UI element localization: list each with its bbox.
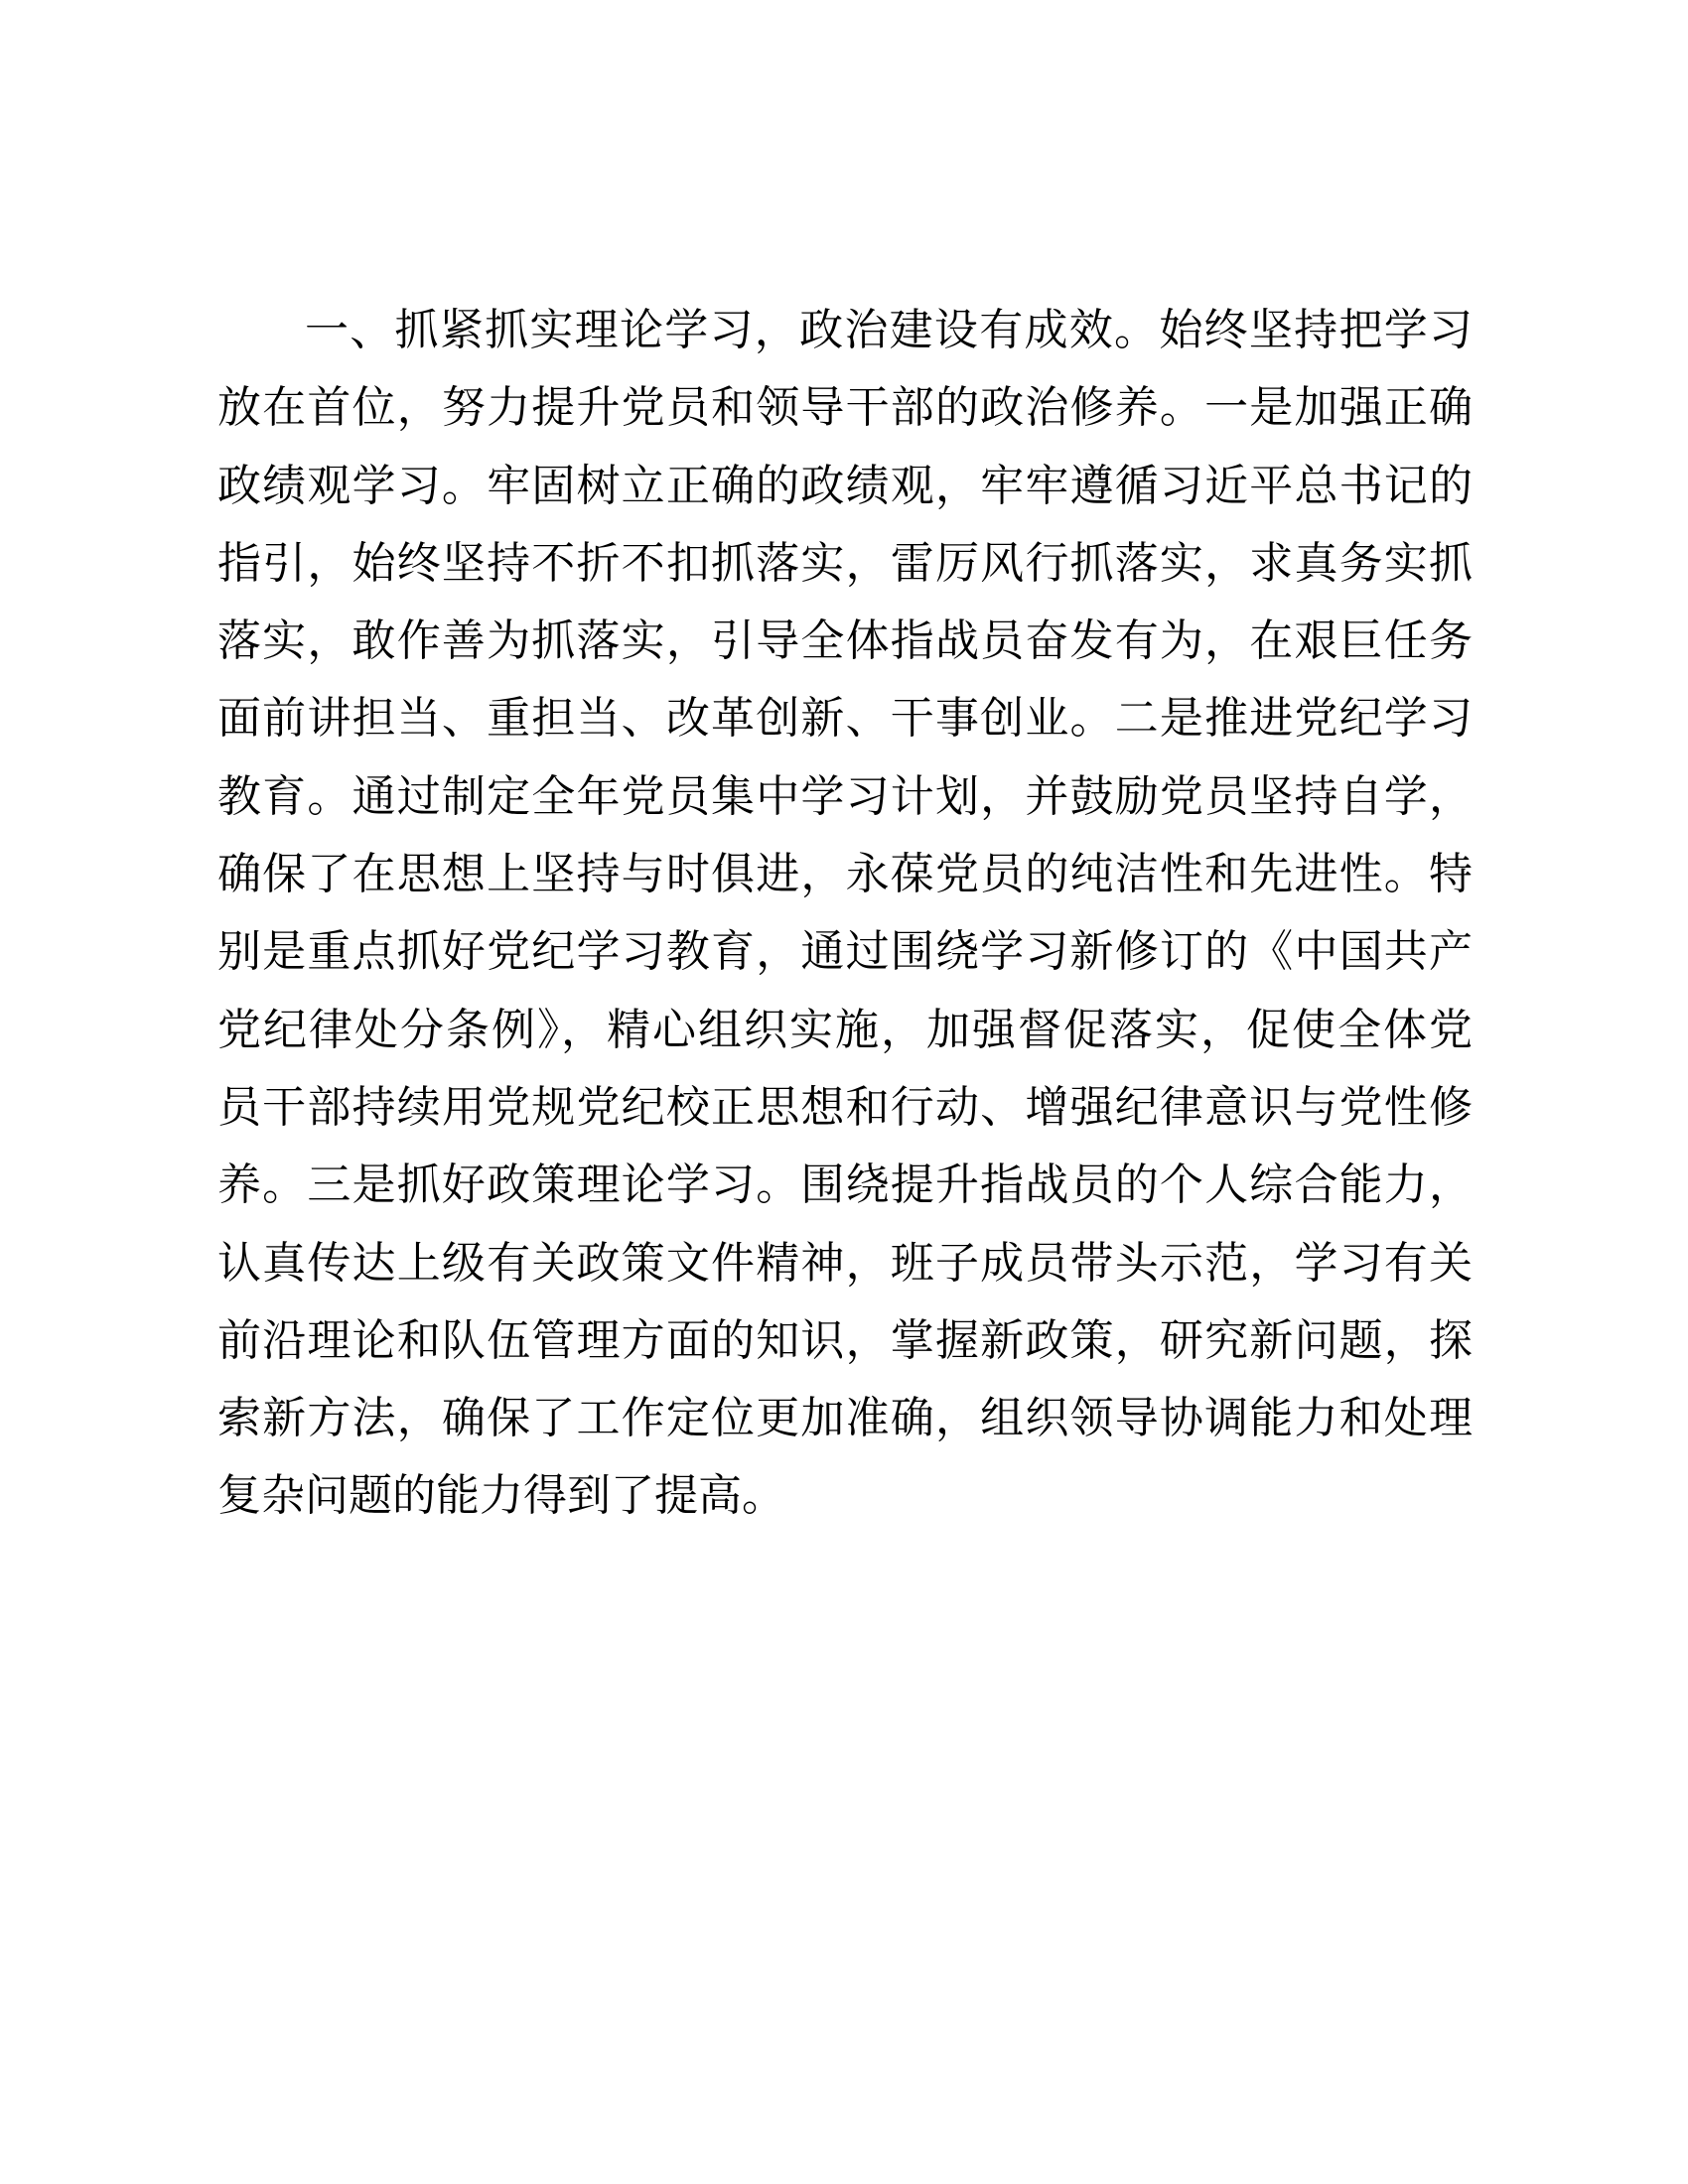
paragraph-line: 别是重点抓好党纪学习教育，通过围绕学习新修订的《中国共产	[217, 926, 1473, 978]
paragraph-line: 落实，敢作善为抓落实，引导全体指战员奋发有为，在艰巨任务	[217, 615, 1473, 667]
paragraph-line: 员干部持续用党规党纪校正思想和行动、增强纪律意识与党性修	[217, 1081, 1473, 1133]
body-paragraph	[217, 292, 1473, 1536]
paragraph-line: 教育。通过制定全年党员集中学习计划，并鼓励党员坚持自学，	[217, 770, 1473, 822]
paragraph-line: 养。三是抓好政策理论学习。围绕提升指战员的个人综合能力，	[217, 1160, 1473, 1211]
paragraph-line: 放在首位，努力提升党员和领导干部的政治修养。一是加强正确	[217, 382, 1473, 434]
paragraph-line: 认真传达上级有关政策文件精神，班子成员带头示范，学习有关	[217, 1237, 1473, 1289]
paragraph-line: 面前讲担当、重担当、改革创新、干事创业。二是推进党纪学习	[217, 693, 1473, 745]
paragraph-line: 政绩观学习。牢固树立正确的政绩观，牢牢遵循习近平总书记的	[217, 460, 1473, 511]
paragraph-line: 指引，始终坚持不折不扣抓落实，雷厉风行抓落实，求真务实抓	[217, 537, 1473, 589]
paragraph-line: 确保了在思想上坚持与时俱进，永葆党员的纯洁性和先进性。特	[217, 849, 1473, 900]
paragraph-line: 复杂问题的能力得到了提高。	[217, 1470, 785, 1522]
paragraph-line: 党纪律处分条例》，精心组织实施，加强督促落实，促使全体党	[217, 1004, 1473, 1055]
paragraph-line: 前沿理论和队伍管理方面的知识，掌握新政策，研究新问题，探	[217, 1314, 1473, 1366]
paragraph-line: 索新方法，确保了工作定位更加准确，组织领导协调能力和处理	[217, 1393, 1473, 1444]
paragraph-line: 一、抓紧抓实理论学习，政治建设有成效。始终坚持把学习	[305, 305, 1473, 355]
